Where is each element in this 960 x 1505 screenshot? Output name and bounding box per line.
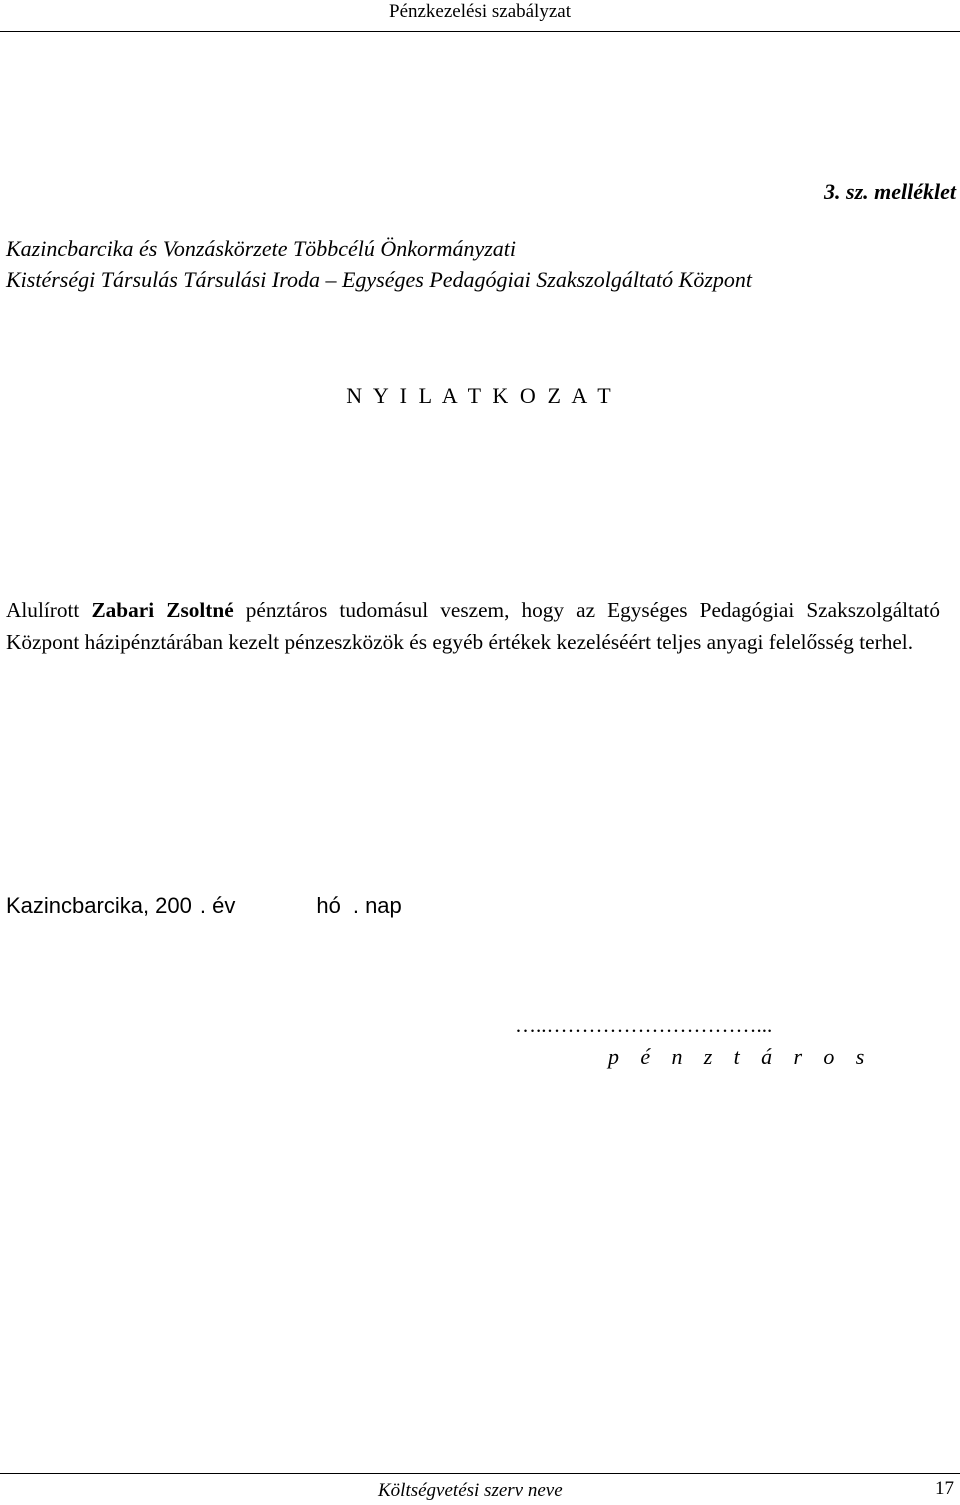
- running-header: Pénzkezelési szabályzat: [389, 1, 571, 22]
- page-number: 17: [935, 1478, 954, 1499]
- day-suffix: . nap: [352, 893, 402, 918]
- place-date-line: [6, 892, 402, 920]
- declaration-text: pénztáros tudomásul veszem, hogy az Egységes Pedagógiai Szakszolgáltató Központ házipénztárában kezelt pénzeszközök és egyéb értékek kezeléséért teljes anyagi felelősség terhel.: [6, 598, 940, 654]
- declaration-title: N Y I L A T K O Z A T: [346, 383, 614, 408]
- header-divider: [0, 31, 960, 32]
- declaration-intro: Alulírott: [6, 598, 92, 622]
- organization-line-1: Kazincbarcika és Vonzáskörzete Többcélú Önkormányzati: [6, 236, 517, 261]
- footer-organization-name: Költségvetési szerv neve: [378, 1480, 563, 1501]
- signature-line: …..…………………………...: [515, 1013, 773, 1037]
- declarant-last-name: Zsoltné: [166, 598, 234, 622]
- footer-divider: [0, 1473, 960, 1474]
- declaration-body: [6, 594, 940, 658]
- annex-label: 3. sz. melléklet: [824, 179, 956, 204]
- place-year: Kazincbarcika, 200: [6, 893, 192, 918]
- signature-label: p é n z t á r o s: [608, 1044, 873, 1069]
- year-suffix: . év: [199, 893, 236, 918]
- month-label: hó: [316, 893, 341, 918]
- organization-line-2: Kistérségi Társulás Társulási Iroda – Egységes Pedagógiai Szakszolgáltató Központ: [6, 267, 753, 292]
- declarant-first-name: Zabari: [91, 598, 155, 622]
